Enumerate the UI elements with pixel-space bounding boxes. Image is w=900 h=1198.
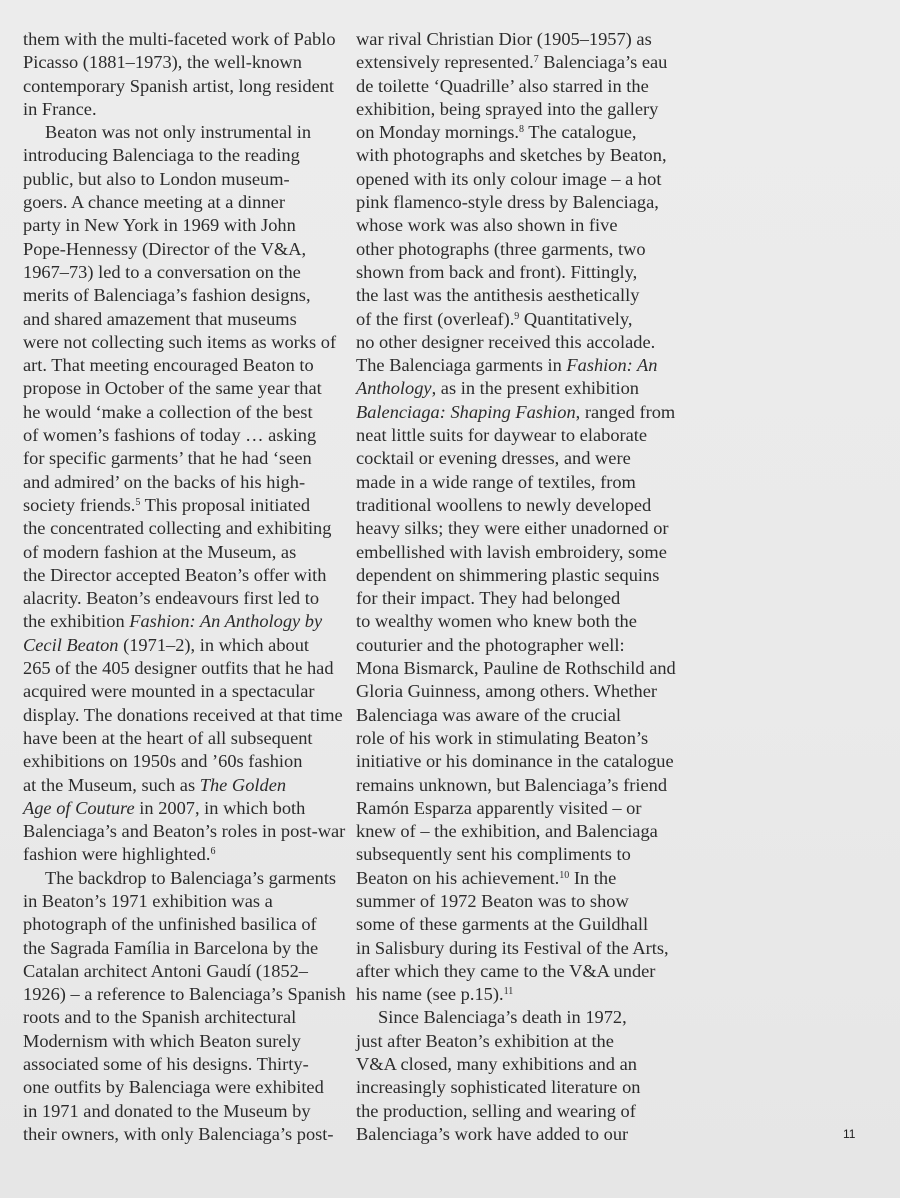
text-line: associated some of his designs. Thirty- [23, 1054, 309, 1075]
text-line: exhibition, being sprayed into the gallery [356, 98, 659, 119]
text-line: Gloria Guinness, among others. Whether [356, 681, 657, 702]
text-line: one outfits by Balenciaga were exhibited [23, 1077, 324, 1098]
text-line: in Beaton’s 1971 exhibition was a [23, 890, 273, 911]
text-line: initiative or his dominance in the catalogue [356, 751, 674, 772]
text-line: Cecil Beaton (1971–2), in which about [23, 634, 310, 655]
text-line: made in a wide range of textiles, from [356, 471, 636, 492]
text-line: introducing Balenciaga to the reading [23, 145, 300, 166]
text-line: 1967–73) led to a conversation on the [23, 261, 301, 282]
paragraph-start-line: Since Balenciaga’s death in 1972, [378, 1007, 627, 1028]
text-line: Picasso (1881–1973), the well-known [23, 52, 302, 73]
text-line: cocktail or evening dresses, and were [356, 448, 631, 469]
paragraph-start-line: Beaton was not only instrumental in [45, 122, 312, 143]
footnote-ref: 8 [518, 124, 524, 136]
text-line: with photographs and sketches by Beaton, [356, 145, 667, 166]
text-line: The Balenciaga garments in Fashion: An [356, 355, 658, 376]
text-line: the concentrated collecting and exhibiting [23, 518, 332, 539]
text-line: other photographs (three garments, two [356, 238, 646, 259]
text-line: the Sagrada Família in Barcelona by the [23, 937, 319, 958]
footnote-ref: 10 [559, 869, 570, 881]
text-line: he would ‘make a collection of the best [23, 401, 313, 422]
text-line: Pope-Hennessy (Director of the V&A, [23, 238, 307, 259]
text-line: after which they came to the V&A under [356, 960, 656, 981]
text-line: remains unknown, but Balenciaga’s friend [356, 774, 668, 795]
footnote-ref: 9 [514, 310, 520, 322]
text-line: couturier and the photographer well: [356, 634, 625, 655]
text-line: the last was the antithesis aesthetically [356, 285, 640, 306]
text-line: dependent on shimmering plastic sequins [356, 564, 660, 585]
italic-title: Anthology [356, 378, 432, 399]
text-line: and admired’ on the backs of his high- [23, 471, 306, 492]
text-line: display. The donations received at that time [23, 704, 343, 725]
text-line: alacrity. Beaton’s endeavours first led to [23, 588, 320, 609]
text-line: photograph of the unfinished basilica of [23, 914, 317, 935]
right-text-column [356, 28, 686, 1146]
text-line: contemporary Spanish artist, long resident [23, 75, 335, 96]
text-line: just after Beaton’s exhibition at the [356, 1030, 614, 1051]
text-line: his name (see p.15).$^{11}$ [356, 984, 514, 1005]
text-line: them with the multi-faceted work of Pablo [23, 29, 336, 49]
text-line: opened with its only colour image – a hot [356, 168, 662, 189]
text-line: public, but also to London museum- [23, 168, 290, 189]
text-line: in 1971 and donated to the Museum by [23, 1100, 311, 1121]
text-line: embellished with lavish embroidery, some [356, 541, 667, 562]
text-line: roots and to the Spanish architectural [23, 1007, 297, 1028]
text-line: party in New York in 1969 with John [23, 215, 296, 236]
italic-title: Fashion: An [566, 355, 658, 376]
text-line: extensively represented.$^7$ Balenciaga’s eau [356, 52, 668, 73]
text-line: heavy silks; they were either unadorned or [356, 518, 669, 539]
footnote-ref: 5 [135, 496, 141, 508]
text-line: whose work was also shown in five [356, 215, 618, 236]
text-line: for their impact. They had belonged [356, 588, 621, 609]
text-line: war rival Christian Dior (1905–1957) as [356, 29, 652, 49]
text-line: knew of – the exhibition, and Balenciaga [356, 821, 658, 842]
text-line: increasingly sophisticated literature on [356, 1077, 641, 1098]
text-line: 265 of the 405 designer outfits that he had [23, 658, 334, 679]
text-line: pink flamenco-style dress by Balenciaga, [356, 192, 659, 213]
footnote-ref: 11 [503, 986, 514, 998]
text-line: some of these garments at the Guildhall [356, 914, 649, 935]
text-line: of women’s fashions of today … asking [23, 425, 317, 446]
text-line: Balenciaga’s work have added to our [356, 1123, 629, 1144]
italic-title: Cecil Beaton [23, 634, 119, 655]
italic-title: Age of Couture [23, 797, 135, 818]
text-line: shown from back and front). Fittingly, [356, 261, 638, 282]
text-line: the production, selling and wearing of [356, 1100, 636, 1121]
text-line: acquired were mounted in a spectacular [23, 681, 315, 702]
text-line: de toilette ‘Quadrille’ also starred in the [356, 75, 649, 96]
text-line: subsequently sent his compliments to [356, 844, 631, 865]
text-line: Balenciaga was aware of the crucial [356, 704, 621, 725]
text-line: summer of 1972 Beaton was to show [356, 890, 629, 911]
page-number: 11 [843, 1127, 856, 1141]
italic-title: Fashion: An Anthology by [129, 611, 323, 632]
text-line: Modernism with which Beaton surely [23, 1030, 301, 1051]
left-text-column [23, 28, 353, 1146]
text-line: Balenciaga: Shaping Fashion, ranged from [356, 401, 676, 422]
text-line: art. That meeting encouraged Beaton to [23, 355, 314, 376]
paragraph-start-line: The backdrop to Balenciaga’s garments [45, 867, 337, 888]
text-line: no other designer received this accolade. [356, 331, 656, 352]
text-line: Ramón Esparza apparently visited – or [356, 797, 642, 818]
footnote-ref: 7 [533, 54, 539, 66]
text-line: Balenciaga’s and Beaton’s roles in post-war [23, 821, 346, 842]
text-line: Anthology, as in the present exhibition [356, 378, 639, 399]
text-line: Mona Bismarck, Pauline de Rothschild and [356, 658, 676, 679]
italic-title: The Golden [199, 774, 287, 795]
italic-title: Balenciaga: Shaping Fashion [356, 401, 576, 422]
text-line: the exhibition Fashion: An Anthology by [23, 611, 323, 632]
text-line: in Salisbury during its Festival of the Arts, [356, 937, 669, 958]
text-line: Beaton on his achievement.$^{10}$ In the [356, 867, 617, 888]
text-line: to wealthy women who knew both the [356, 611, 637, 632]
text-line: have been at the heart of all subsequent [23, 727, 313, 748]
text-line: traditional woollens to newly developed [356, 494, 652, 515]
text-line: propose in October of the same year that [23, 378, 322, 399]
text-line: V&A closed, many exhibitions and an [356, 1054, 637, 1075]
text-line: their owners, with only Balenciaga’s post- [23, 1123, 334, 1144]
text-line: exhibitions on 1950s and ’60s fashion [23, 751, 303, 772]
text-line: 1926) – a reference to Balenciaga’s Spanish [23, 984, 346, 1005]
text-line: of the first (overleaf).$^9$ Quantitatively, [356, 308, 633, 329]
text-line: for specific garments’ that he had ‘seen [23, 448, 312, 469]
text-line: in France. [23, 98, 97, 119]
text-line: neat little suits for daywear to elaborate [356, 425, 648, 446]
text-line: on Monday mornings.$^8$ The catalogue, [356, 122, 637, 143]
text-line: society friends.$^5$ This proposal initiated [23, 494, 311, 515]
text-line: were not collecting such items as works of [23, 331, 337, 352]
text-line: fashion were highlighted.$^6$ [23, 844, 216, 865]
text-line: and shared amazement that museums [23, 308, 297, 329]
text-line: at the Museum, such as The Golden [23, 774, 287, 795]
text-line: Age of Couture in 2007, in which both [23, 797, 306, 818]
text-line: role of his work in stimulating Beaton’s [356, 727, 649, 748]
footnote-ref: 6 [210, 846, 216, 858]
text-line: goers. A chance meeting at a dinner [23, 192, 285, 213]
text-line: of modern fashion at the Museum, as [23, 541, 297, 562]
text-line: merits of Balenciaga’s fashion designs, [23, 285, 311, 306]
text-line: the Director accepted Beaton’s offer with [23, 564, 327, 585]
text-line: Catalan architect Antoni Gaudí (1852– [23, 960, 308, 981]
